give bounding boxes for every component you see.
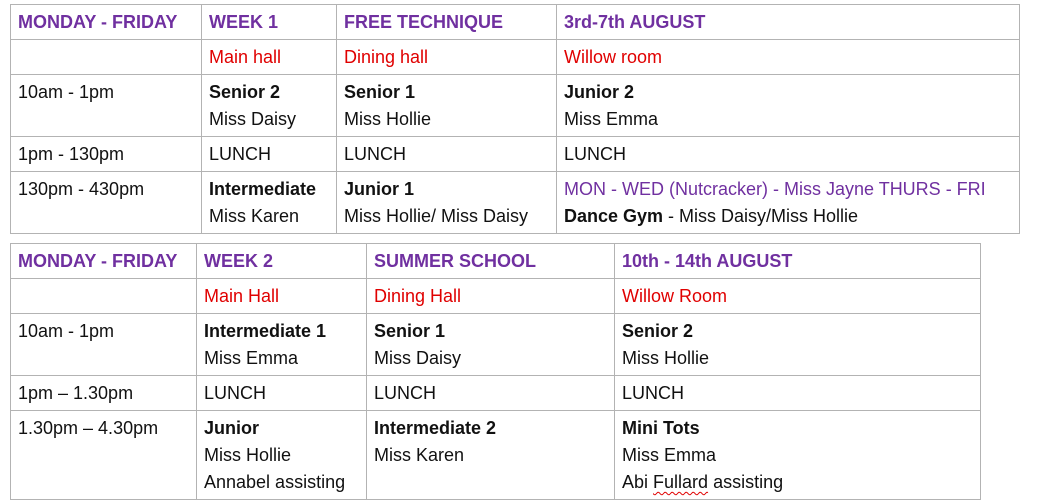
- class-teacher: Miss Daisy: [209, 109, 297, 129]
- spellcheck-word: Fullard: [653, 472, 709, 492]
- header-dates: 10th - 14th AUGUST: [615, 244, 981, 279]
- assistant-note: [622, 469, 973, 496]
- empty-cell: [11, 279, 197, 314]
- class-teacher: Miss Karen: [209, 206, 300, 226]
- class-teacher: - Miss Daisy/Miss Hollie: [663, 206, 859, 226]
- nutcracker-note: MON - WED (Nutcracker) - Miss Jayne THURS - FRI: [564, 179, 986, 199]
- time-cell: 10am - 1pm: [11, 75, 202, 137]
- class-cell: [557, 172, 1020, 234]
- class-title: Mini Tots: [622, 418, 700, 438]
- header-week: WEEK 2: [197, 244, 367, 279]
- table-row: [11, 172, 1020, 234]
- table-row: [11, 411, 981, 500]
- class-teacher: Miss Emma: [204, 348, 298, 368]
- time-cell: 1pm - 130pm: [11, 137, 202, 172]
- table-row: [11, 137, 1020, 172]
- header-days: MONDAY - FRIDAY: [11, 5, 202, 40]
- class-teacher: Miss Karen: [374, 445, 465, 465]
- header-dates: 3rd-7th AUGUST: [557, 5, 1020, 40]
- header-days: MONDAY - FRIDAY: [11, 244, 197, 279]
- class-title: Senior 1: [344, 82, 416, 102]
- time-cell: 1.30pm – 4.30pm: [11, 411, 197, 500]
- lunch-cell: LUNCH: [337, 137, 557, 172]
- week2-schedule-table: [10, 243, 981, 500]
- lunch-cell: LUNCH: [557, 137, 1020, 172]
- class-cell: [557, 75, 1020, 137]
- class-cell: [202, 75, 337, 137]
- class-teacher: Miss Emma: [622, 445, 716, 465]
- table-row: [11, 75, 1020, 137]
- header-programme: FREE TECHNIQUE: [337, 5, 557, 40]
- table-row: [11, 40, 1020, 75]
- table-row: [11, 244, 981, 279]
- class-title: Intermediate 2: [374, 418, 497, 438]
- class-title: Senior 1: [374, 321, 446, 341]
- class-title: Dance Gym: [564, 206, 664, 226]
- class-cell: [197, 411, 367, 500]
- time-cell: 130pm - 430pm: [11, 172, 202, 234]
- class-title: Intermediate: [209, 179, 317, 199]
- class-cell: [197, 314, 367, 376]
- class-cell: [202, 172, 337, 234]
- lunch-cell: LUNCH: [197, 376, 367, 411]
- table-row: [11, 279, 981, 314]
- class-cell: [367, 314, 615, 376]
- empty-cell: [11, 40, 202, 75]
- dance-gym-line: [564, 203, 1012, 230]
- class-teacher: Miss Emma: [564, 109, 658, 129]
- time-cell: 1pm – 1.30pm: [11, 376, 197, 411]
- class-title: Junior 2: [564, 82, 635, 102]
- class-cell: [367, 411, 615, 500]
- class-cell: [337, 75, 557, 137]
- class-cell: [615, 314, 981, 376]
- class-title: Junior: [204, 418, 260, 438]
- class-cell: [615, 411, 981, 500]
- class-teacher: Miss Hollie: [344, 109, 432, 129]
- table-row: [11, 376, 981, 411]
- room-main-hall: Main hall: [202, 40, 337, 75]
- room-dining-hall: Dining Hall: [367, 279, 615, 314]
- assistant-suffix: assisting: [708, 472, 784, 492]
- class-title: Senior 2: [622, 321, 694, 341]
- class-title: Senior 2: [209, 82, 281, 102]
- assistant-note: Annabel assisting: [204, 472, 346, 492]
- table-row: [11, 5, 1020, 40]
- class-teacher: Miss Hollie: [622, 348, 710, 368]
- room-willow-room: Willow room: [557, 40, 1020, 75]
- room-dining-hall: Dining hall: [337, 40, 557, 75]
- room-main-hall: Main Hall: [197, 279, 367, 314]
- class-teacher: Miss Daisy: [374, 348, 462, 368]
- room-willow-room: Willow Room: [615, 279, 981, 314]
- time-cell: 10am - 1pm: [11, 314, 197, 376]
- header-week: WEEK 1: [202, 5, 337, 40]
- class-title: Junior 1: [344, 179, 415, 199]
- header-programme: SUMMER SCHOOL: [367, 244, 615, 279]
- lunch-cell: LUNCH: [202, 137, 337, 172]
- lunch-cell: LUNCH: [615, 376, 981, 411]
- class-cell: [337, 172, 557, 234]
- class-teacher: Miss Hollie/ Miss Daisy: [344, 206, 529, 226]
- assistant-first-name: Abi: [622, 472, 654, 492]
- class-title: Intermediate 1: [204, 321, 327, 341]
- lunch-cell: LUNCH: [367, 376, 615, 411]
- table-row: [11, 314, 981, 376]
- week1-schedule-table: [10, 4, 1020, 234]
- class-teacher: Miss Hollie: [204, 445, 292, 465]
